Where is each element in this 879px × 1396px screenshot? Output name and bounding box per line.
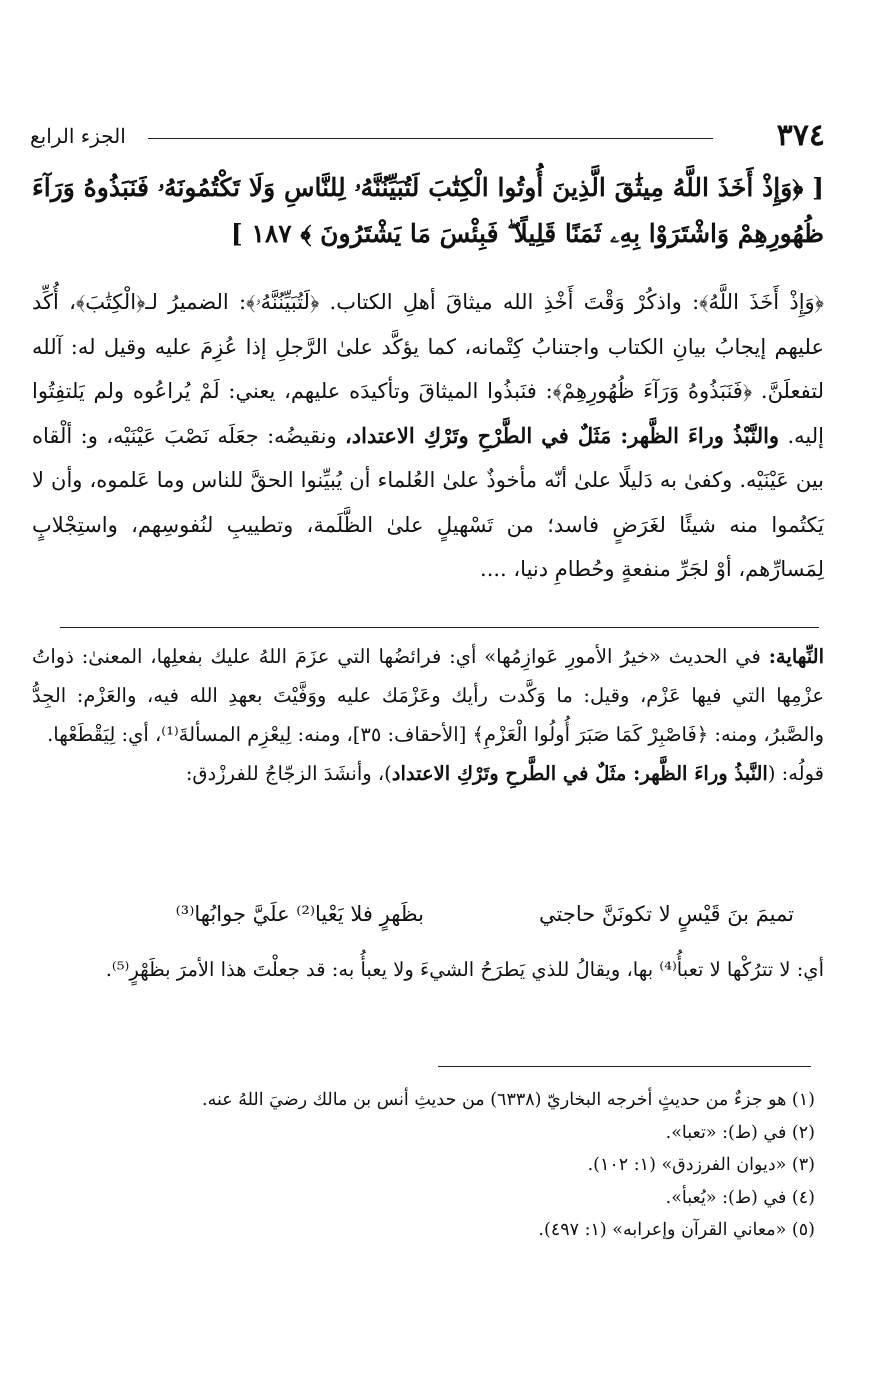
header-rule bbox=[148, 138, 713, 139]
commentary-text: ﴿وَإِذْ أَخَذَ اللَّهُ﴾: واذكُرْ وَقْتَ أَخْذِ الله ميثاقَ أهلِ الكتاب. ﴿لَتُبَيِّنُنَّهُۥ﴾: الضميرُ لـ﴿الْكِتَٰبَ﴾، أُكِّد عليهم إيجابُ بيانِ الكتاب واجتنابُ كِتْمانه، كما يؤكَّد علىٰ الرَّجلِ إذا عُزِمَ عليه وقيل له: آلله لتفعلَنَّ. ﴿فَنَبَذُوهُ وَرَآءَ ظُهُورِهِمْ﴾: فنَبذُوا الميثاقَ وتأكيدَه عليهم، يعني: لَمْ يُراعُوه ولم يَلتفِتُوا إليه. bbox=[32, 290, 824, 448]
tafsir-commentary bbox=[32, 280, 824, 592]
footnote-divider bbox=[438, 1066, 811, 1067]
footnote: (٤) في (ط): «يُعبأ». bbox=[665, 1187, 815, 1208]
running-title: الجزء الرابع bbox=[30, 124, 126, 148]
section-divider bbox=[60, 627, 819, 628]
footnote: (١) هو جزءٌ من حديثٍ أخرجه البخاريّ (٦٣٣٨) من حديثِ أنس بن مالك رضيَ اللهُ عنه. bbox=[202, 1090, 815, 1110]
footnote: (٥) «معاني القرآن وإعرابه» (١: ٤٩٧). bbox=[538, 1220, 815, 1240]
gloss-notes-continued bbox=[32, 950, 824, 989]
poetry-verse bbox=[32, 896, 824, 938]
page-header bbox=[30, 118, 825, 158]
gloss-text: )، وأنشَدَ الزجّاجُ للفرزْدق: bbox=[185, 762, 392, 785]
commentary-text-continued: ونقيضُه: جعَلَه نَصْبَ عَيْنَيْه، و: ألْقاه بين عَيْنَيْه. وكفىٰ به دَليلًا علىٰ أنّه مأخوذٌ علىٰ العُلماء أن يُبيِّنوا الحقَّ للناس وما عَلموه، وأن لا يَكتُموا منه شيئًا لغَرَضٍ فاسد؛ من تَسْهيلٍ علىٰ الظَّلَمة، وتطييبِ لنُفوسِهم، واستِجْلابٍ لِمَسارِّهم، أوْ لجَرِّ منفعةٍ وحُطامِ دنيا، .... bbox=[32, 423, 824, 581]
poem-first-hemistich: تميمَ بنَ قَيْسٍ لا تكونَنَّ حاجتي bbox=[539, 902, 794, 926]
gloss-source-label: النِّهاية: bbox=[768, 645, 824, 668]
page-number: ٣٧٤ bbox=[776, 118, 825, 153]
gloss-text: في الحديث «خيرُ الأمورِ عَوازِمُها» أي: فرائضُها التي عزَمَ اللهُ عليك بفعلِها، المعنىٰ: ذواتُ عزْمِها التي فيها عَزْم، وقيل: ما وَكَّدت رأيك وعَزْمَك عليه ووَفَّيْتَ بعهدِ الله فيه، والعَزْم: الجِدُّ والصَّبرُ، ومنه: ﴿فَاصْبِرْ كَمَا صَبَرَ أُولُوا الْعَزْمِ﴾ [الأحقاف: ٣٥]، ومنه: لِيعْزِم المسألةَ⁽¹⁾، أي: لِيَقْطَعْها. bbox=[32, 645, 824, 746]
gloss-paragraph bbox=[32, 754, 824, 793]
gloss-text: قولُه: ( bbox=[767, 762, 824, 785]
footnote: (٢) في (ط): «تعبا». bbox=[665, 1122, 815, 1143]
gloss-notes bbox=[32, 637, 824, 793]
gloss-paragraph bbox=[32, 637, 824, 754]
footnote: (٣) «ديوان الفرزدق» (١: ١٠٢). bbox=[587, 1155, 815, 1175]
gloss-quoted-phrase: النَّبذُ وراءَ الظَّهر: مثَلٌ في الطَّرحِ وتَرْكِ الاعتداد bbox=[391, 762, 768, 785]
commentary-bold-phrase: والنَّبْذُ وراءَ الظَّهر: مَثَلٌ في الطَّرْحِ وتَرْكِ الاعتداد، bbox=[345, 422, 780, 448]
footnotes bbox=[32, 1084, 815, 1247]
gloss-paragraph: أي: لا تترُكْها لا تعبأُ⁽⁴⁾ بها، ويقالُ للذي يَطرَحُ الشيءَ ولا يعبأُ به: قد جعلْتَ هذا الأمرَ بظَهْرٍ⁽⁵⁾. bbox=[105, 958, 824, 981]
poem-second-hemistich: بظَهرٍ فلا يَعْيا⁽²⁾ علَيَّ جوابُها⁽³⁾ bbox=[175, 902, 424, 926]
quran-verse: [ ﴿وَإِذْ أَخَذَ اللَّهُ مِيثَٰقَ الَّذِينَ أُوتُوا الْكِتَٰبَ لَتُبَيِّنُنَّهُۥ لِلنَّاسِ وَلَا تَكْتُمُونَهُۥ فَنَبَذُوهُ وَرَآءَ ظُهُورِهِمْ وَاشْتَرَوْا بِهِۦ ثَمَنًا قَلِيلًا ۖ فَبِئْسَ مَا يَشْتَرُونَ ﴾ ١٨٧ ] bbox=[32, 173, 824, 248]
commentary-paragraph bbox=[32, 280, 824, 592]
